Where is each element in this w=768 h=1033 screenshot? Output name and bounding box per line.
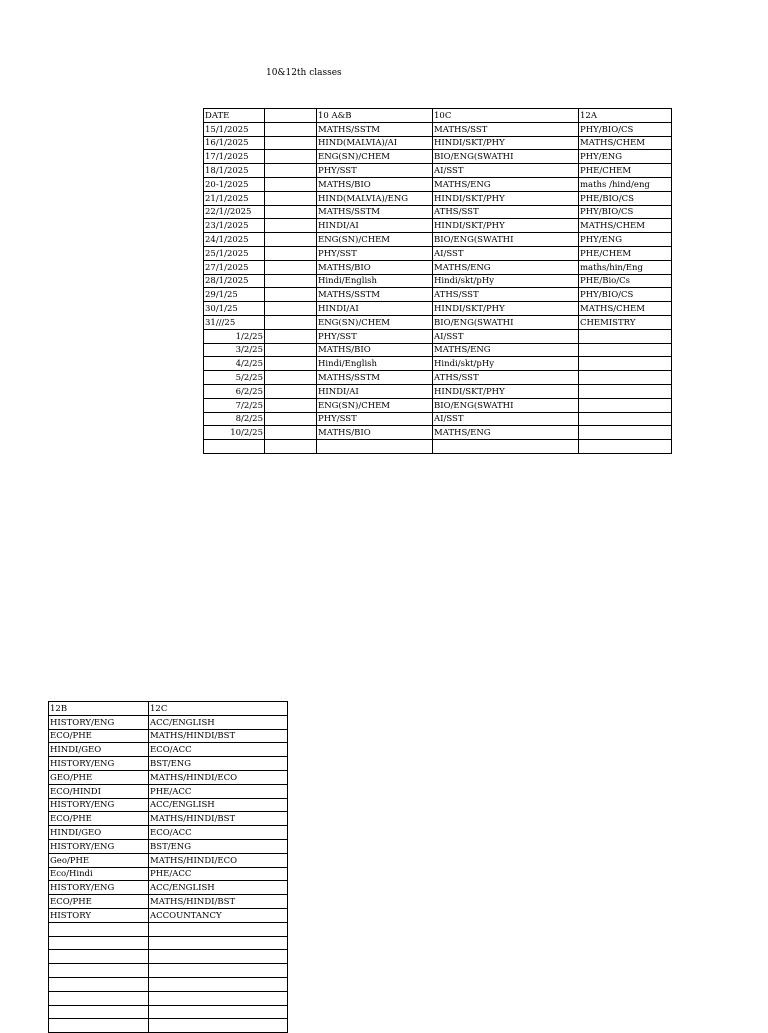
table-cell <box>265 384 317 398</box>
table-cell <box>579 398 672 412</box>
table-cell: MATHS/SSTM <box>317 288 433 302</box>
table-row <box>204 150 672 164</box>
table-row <box>204 122 672 136</box>
table-cell <box>49 964 149 978</box>
table-cell: Hindi/English <box>317 274 433 288</box>
table-row <box>204 371 672 385</box>
table-cell: 6/2/25 <box>204 384 265 398</box>
table-cell <box>49 977 149 991</box>
table-row <box>204 412 672 426</box>
table-cell <box>265 302 317 316</box>
table-cell <box>204 440 265 454</box>
table-cell <box>579 343 672 357</box>
table-cell <box>265 343 317 357</box>
table-row <box>49 950 288 964</box>
table-row <box>49 881 288 895</box>
table-cell: 27/1/2025 <box>204 260 265 274</box>
table-cell <box>149 991 288 1005</box>
table-cell: 18/1/2025 <box>204 164 265 178</box>
header-cell: 12A <box>579 109 672 123</box>
table-row <box>204 357 672 371</box>
table-cell <box>265 177 317 191</box>
header-cell <box>265 109 317 123</box>
table-cell: 31///25 <box>204 315 265 329</box>
table-cell: Hindi/skt/pHy <box>433 274 579 288</box>
table-row <box>49 798 288 812</box>
table-cell: MATHS/SSTM <box>317 371 433 385</box>
table-cell: MATHS/ENG <box>433 260 579 274</box>
table-row <box>204 343 672 357</box>
table-cell: PHE/ACC <box>149 784 288 798</box>
table-cell: HIND(MALVIA)/ENG <box>317 191 433 205</box>
table-cell: ACC/ENGLISH <box>149 798 288 812</box>
table-cell: PHE/Bio/Cs <box>579 274 672 288</box>
table-cell: ECO/PHE <box>49 812 149 826</box>
table-row <box>204 246 672 260</box>
table-cell: PHE/CHEM <box>579 164 672 178</box>
table-cell: Hindi/skt/pHy <box>433 357 579 371</box>
table-cell: 8/2/25 <box>204 412 265 426</box>
table-cell: ATHS/SST <box>433 205 579 219</box>
table-row <box>204 191 672 205</box>
table-cell: 3/2/25 <box>204 343 265 357</box>
table-cell: HISTORY <box>49 908 149 922</box>
table-cell: AI/SST <box>433 164 579 178</box>
table-cell <box>265 288 317 302</box>
table-row <box>49 936 288 950</box>
table-row <box>204 440 672 454</box>
table-cell: HINDI/SKT/PHY <box>433 302 579 316</box>
table-cell <box>265 440 317 454</box>
table-cell: PHY/BIO/CS <box>579 288 672 302</box>
table-row <box>49 895 288 909</box>
table-cell: 24/1/2025 <box>204 233 265 247</box>
table-cell <box>265 219 317 233</box>
table-cell: MATHS/BIO <box>317 343 433 357</box>
table-cell: 17/1/2025 <box>204 150 265 164</box>
table-cell <box>265 412 317 426</box>
table-cell: 16/1/2025 <box>204 136 265 150</box>
header-row <box>49 702 288 716</box>
table-cell <box>49 991 149 1005</box>
table-cell: MATHS/HINDI/ECO <box>149 853 288 867</box>
table-cell: 10/2/25 <box>204 426 265 440</box>
table-row <box>49 867 288 881</box>
table-row <box>49 757 288 771</box>
table-cell <box>49 950 149 964</box>
sheet-title: 10&12th classes <box>266 68 342 78</box>
table-cell <box>49 936 149 950</box>
table-row <box>49 991 288 1005</box>
table-cell: MATHS/HINDI/BST <box>149 812 288 826</box>
table-cell: MATHS/CHEM <box>579 302 672 316</box>
table-cell <box>149 1005 288 1019</box>
header-cell: 12B <box>49 702 149 716</box>
table-cell: MATHS/SSTM <box>317 122 433 136</box>
table-cell: ACCOUNTANCY <box>149 908 288 922</box>
table-row <box>49 853 288 867</box>
table-cell: HINDI/AI <box>317 302 433 316</box>
header-cell: DATE <box>204 109 265 123</box>
table-cell: MATHS/ENG <box>433 426 579 440</box>
table-cell: ACC/ENGLISH <box>149 881 288 895</box>
table-cell: 25/1/2025 <box>204 246 265 260</box>
table-cell <box>433 440 579 454</box>
table-row <box>49 977 288 991</box>
table-cell <box>265 205 317 219</box>
table-cell <box>265 164 317 178</box>
table-cell: ECO/HINDI <box>49 784 149 798</box>
table-cell <box>265 191 317 205</box>
table-cell: 1/2/25 <box>204 329 265 343</box>
table-cell: 23/1/2025 <box>204 219 265 233</box>
table-cell: MATHS/HINDI/BST <box>149 729 288 743</box>
table-cell: GEO/PHE <box>49 770 149 784</box>
table-cell <box>265 122 317 136</box>
table-cell: Geo/PHE <box>49 853 149 867</box>
table-cell: PHY/BIO/CS <box>579 205 672 219</box>
table-cell <box>265 136 317 150</box>
table-cell: MATHS/HINDI/ECO <box>149 770 288 784</box>
table-cell: HIND(MALVIA)/AI <box>317 136 433 150</box>
table-cell: MATHS/SSTM <box>317 205 433 219</box>
table-cell <box>265 426 317 440</box>
table-cell <box>265 371 317 385</box>
header-cell: 10 A&B <box>317 109 433 123</box>
table-cell <box>579 440 672 454</box>
table-cell: BIO/ENG(SWATHI <box>433 150 579 164</box>
table-cell <box>265 246 317 260</box>
table-cell: ATHS/SST <box>433 371 579 385</box>
table-cell <box>49 922 149 936</box>
table-cell <box>579 412 672 426</box>
table-cell <box>579 384 672 398</box>
table-cell: 5/2/25 <box>204 371 265 385</box>
table-row <box>49 729 288 743</box>
table-cell: MATHS/ENG <box>433 343 579 357</box>
table-cell: ENG(SN)/CHEM <box>317 315 433 329</box>
table-cell: ECO/ACC <box>149 743 288 757</box>
table-row <box>204 384 672 398</box>
header-cell: 10C <box>433 109 579 123</box>
table-cell: HISTORY/ENG <box>49 881 149 895</box>
table-row <box>49 1005 288 1019</box>
table-cell: HINDI/GEO <box>49 826 149 840</box>
table-cell <box>149 922 288 936</box>
table-cell: 4/2/25 <box>204 357 265 371</box>
table-cell <box>265 315 317 329</box>
table-cell <box>579 329 672 343</box>
table-cell: ACC/ENGLISH <box>149 715 288 729</box>
table-row <box>204 164 672 178</box>
table-row <box>204 205 672 219</box>
table-row <box>204 426 672 440</box>
table-cell: PHY/ENG <box>579 150 672 164</box>
table-cell: 15/1/2025 <box>204 122 265 136</box>
table-row <box>204 260 672 274</box>
table-row <box>49 715 288 729</box>
table-row <box>49 784 288 798</box>
table-cell: MATHS/BIO <box>317 177 433 191</box>
table-row <box>49 964 288 978</box>
table-cell: PHY/SST <box>317 329 433 343</box>
table-cell: BIO/ENG(SWATHI <box>433 315 579 329</box>
table-cell: CHEMISTRY <box>579 315 672 329</box>
header-cell: 12C <box>149 702 288 716</box>
table-row <box>204 315 672 329</box>
table-cell: PHY/ENG <box>579 233 672 247</box>
table-cell: maths/hin/Eng <box>579 260 672 274</box>
table-cell: ENG(SN)/CHEM <box>317 398 433 412</box>
table-cell: HINDI/SKT/PHY <box>433 219 579 233</box>
table-cell: Hindi/English <box>317 357 433 371</box>
table-cell: HINDI/GEO <box>49 743 149 757</box>
table-cell: 28/1/2025 <box>204 274 265 288</box>
table-cell: PHY/SST <box>317 246 433 260</box>
table-cell <box>265 398 317 412</box>
table-cell: Eco/Hindi <box>49 867 149 881</box>
table-cell: MATHS/SST <box>433 122 579 136</box>
table-cell: 29/1/25 <box>204 288 265 302</box>
table-cell: ECO/PHE <box>49 729 149 743</box>
table-cell: AI/SST <box>433 246 579 260</box>
table-cell: ENG(SN)/CHEM <box>317 150 433 164</box>
table-cell: ATHS/SST <box>433 288 579 302</box>
table-cell: HISTORY/ENG <box>49 757 149 771</box>
table-row <box>49 839 288 853</box>
table-cell: HISTORY/ENG <box>49 839 149 853</box>
table-cell: PHE/CHEM <box>579 246 672 260</box>
table-cell: 30/1/25 <box>204 302 265 316</box>
table-cell: HISTORY/ENG <box>49 798 149 812</box>
table-cell: ECO/PHE <box>49 895 149 909</box>
table-cell <box>265 329 317 343</box>
table-row <box>204 302 672 316</box>
table-cell: ENG(SN)/CHEM <box>317 233 433 247</box>
table-cell <box>265 150 317 164</box>
table-cell <box>265 233 317 247</box>
table-row <box>204 329 672 343</box>
table-cell: PHY/BIO/CS <box>579 122 672 136</box>
table-cell <box>579 426 672 440</box>
table-cell: AI/SST <box>433 412 579 426</box>
table-cell: 21/1/2025 <box>204 191 265 205</box>
table-cell: MATHS/ENG <box>433 177 579 191</box>
table-cell: PHE/BIO/CS <box>579 191 672 205</box>
table-cell <box>49 1019 149 1033</box>
table-cell: HINDI/SKT/PHY <box>433 136 579 150</box>
table-cell: MATHS/HINDI/BST <box>149 895 288 909</box>
table-row <box>49 908 288 922</box>
table-cell: MATHS/BIO <box>317 260 433 274</box>
table-cell <box>265 357 317 371</box>
table-cell: BIO/ENG(SWATHI <box>433 233 579 247</box>
table-cell <box>265 274 317 288</box>
table-cell <box>579 357 672 371</box>
table-row <box>204 136 672 150</box>
table-cell: 22/1//2025 <box>204 205 265 219</box>
timetable-12b-12c <box>48 701 288 1033</box>
table-cell: BST/ENG <box>149 757 288 771</box>
table-row <box>49 812 288 826</box>
table-row <box>204 233 672 247</box>
table-cell <box>317 440 433 454</box>
table-row <box>204 177 672 191</box>
table-cell <box>149 964 288 978</box>
table-cell: ECO/ACC <box>149 826 288 840</box>
table-row <box>49 922 288 936</box>
table-row <box>204 274 672 288</box>
table-row <box>49 743 288 757</box>
table-row <box>204 219 672 233</box>
table-cell <box>49 1005 149 1019</box>
table-cell: MATHS/CHEM <box>579 136 672 150</box>
table-cell: PHY/SST <box>317 412 433 426</box>
table-cell: AI/SST <box>433 329 579 343</box>
table-cell: MATHS/BIO <box>317 426 433 440</box>
table-cell: 7/2/25 <box>204 398 265 412</box>
header-row <box>204 109 672 123</box>
table-cell <box>149 950 288 964</box>
table-cell: BIO/ENG(SWATHI <box>433 398 579 412</box>
table-cell: MATHS/CHEM <box>579 219 672 233</box>
table-cell <box>149 977 288 991</box>
table-cell: HINDI/SKT/PHY <box>433 384 579 398</box>
timetable-10-12a <box>203 108 672 454</box>
table-cell: 20-1/2025 <box>204 177 265 191</box>
table-row <box>204 288 672 302</box>
table-cell <box>149 1019 288 1033</box>
table-row <box>49 1019 288 1033</box>
table-cell: HINDI/SKT/PHY <box>433 191 579 205</box>
table-cell: HINDI/AI <box>317 384 433 398</box>
table-row <box>49 826 288 840</box>
table-cell <box>579 371 672 385</box>
table-cell: maths /hind/eng <box>579 177 672 191</box>
table-cell <box>149 936 288 950</box>
table-cell: HINDI/AI <box>317 219 433 233</box>
table-cell: BST/ENG <box>149 839 288 853</box>
table-cell: HISTORY/ENG <box>49 715 149 729</box>
table-row <box>49 770 288 784</box>
table-cell <box>265 260 317 274</box>
table-row <box>204 398 672 412</box>
table-cell: PHE/ACC <box>149 867 288 881</box>
table-cell: PHY/SST <box>317 164 433 178</box>
